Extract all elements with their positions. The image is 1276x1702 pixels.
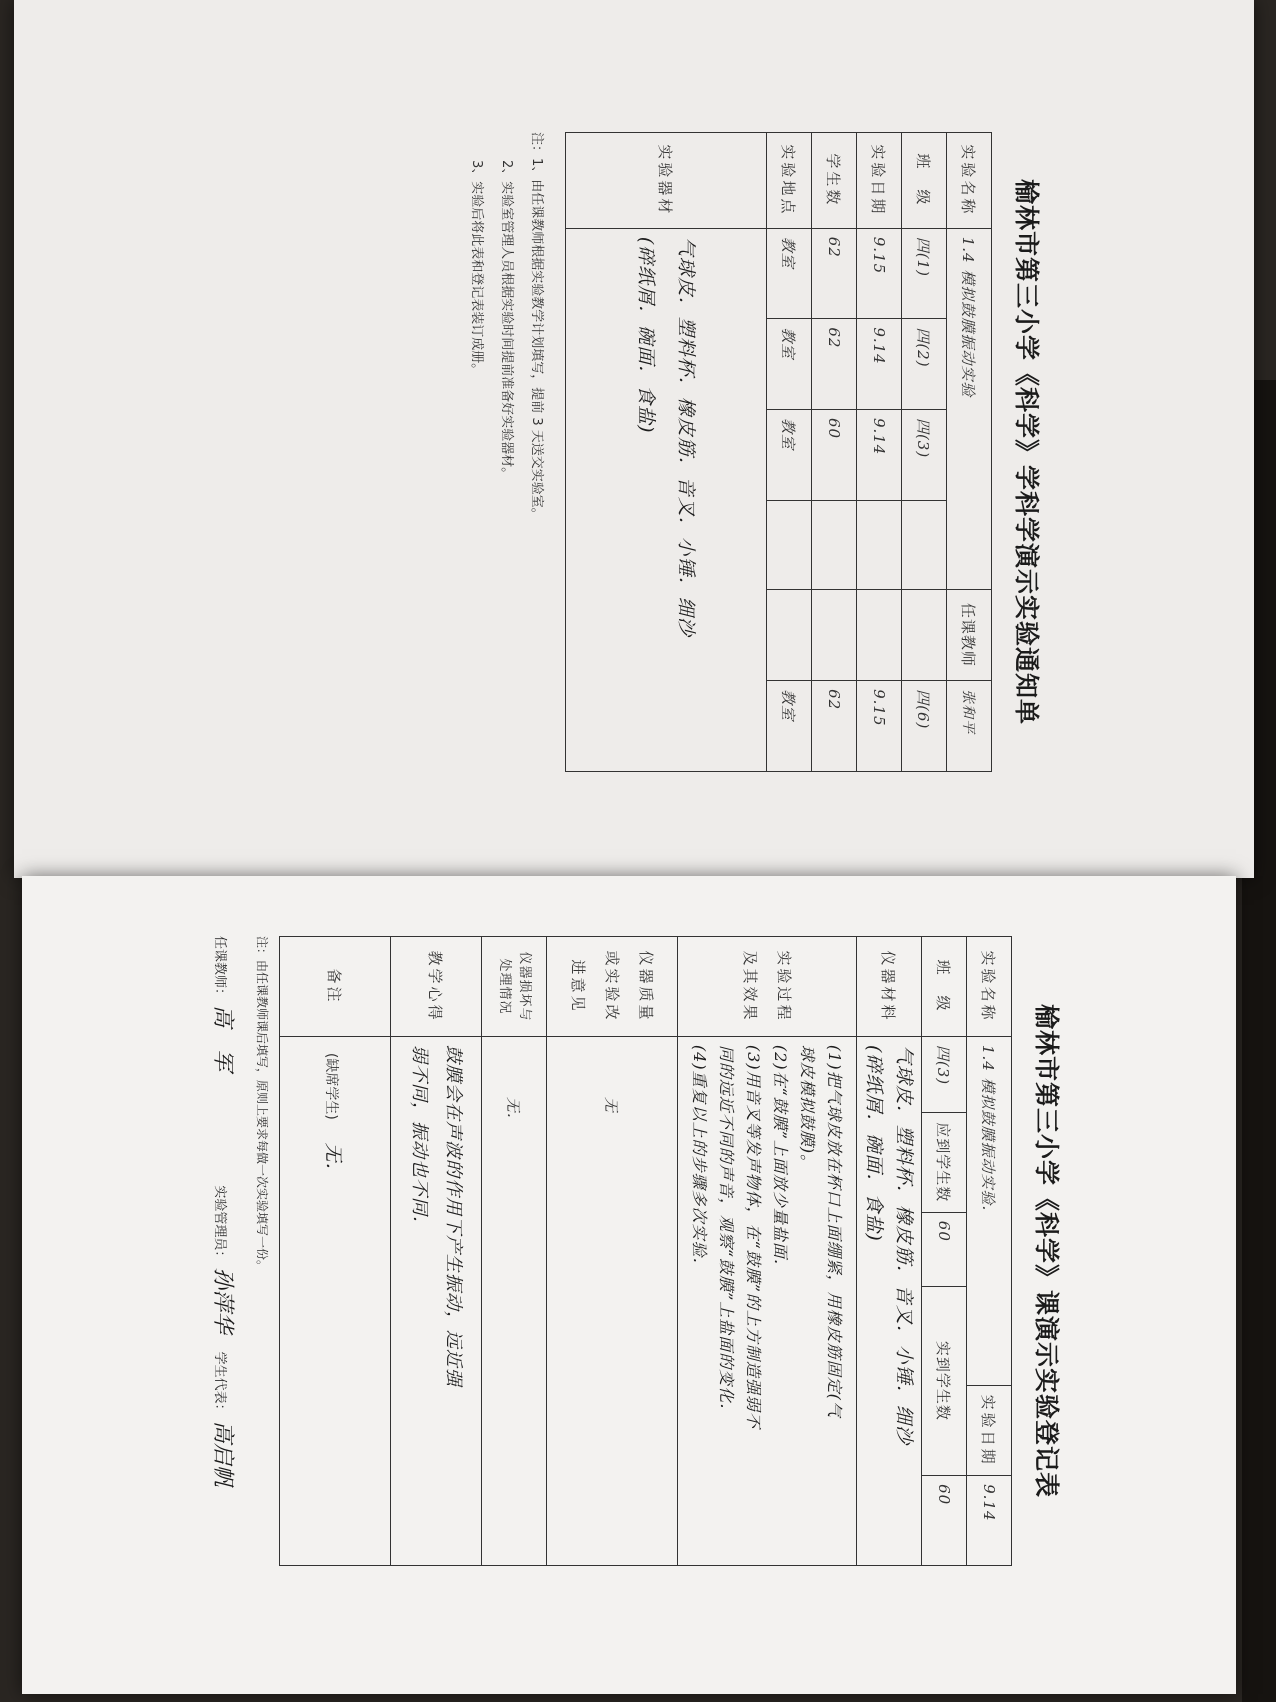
class-cell: 四(3) — [902, 409, 947, 500]
materials-line-1: 气球皮．塑料杯．橡皮筋．音叉．小锤．细沙 — [893, 1044, 915, 1445]
remarks-cell — [280, 1036, 391, 1565]
absent-value: 无． — [322, 1142, 345, 1183]
record-sheet — [22, 876, 1236, 1694]
teacher-name: 张和平 — [947, 681, 992, 772]
label-name: 实验名称 — [947, 133, 992, 229]
record-table — [279, 936, 1012, 1566]
materials-line-2: (碎纸屑．碗面．食盐) — [863, 1044, 885, 1242]
date-cell — [857, 589, 902, 681]
admin-label: 实验管理员： — [212, 1185, 227, 1264]
class-value: 四(3) — [922, 1036, 967, 1112]
students-cell — [812, 500, 857, 589]
actual-value: 60 — [922, 1476, 967, 1566]
record-form — [209, 936, 1066, 1566]
experiment-name: 1.4 模拟鼓膜振动实验 — [947, 228, 992, 589]
place-cell — [767, 500, 812, 589]
record-footer-note: 注：由任课教师课后填写，原则上要求每做一次实验填写一份。 — [255, 936, 269, 1273]
label-class: 班 级 — [922, 937, 967, 1037]
notice-table — [565, 132, 992, 772]
damage-value: 无． — [482, 1036, 547, 1565]
label-date: 实验日期 — [967, 1386, 1012, 1476]
record-title: 榆林市第三小学《科学》课演示实验登记表 — [1032, 1003, 1061, 1498]
process-line: (2)在“鼓膜”上面放少量盐面． — [771, 1044, 790, 1276]
date-cell: 9.15 — [857, 681, 902, 772]
class-cell — [902, 589, 947, 681]
class-cell — [902, 500, 947, 589]
notice-title: 榆林市第三小学《科学》学科学演示实验通知单 — [1012, 178, 1041, 725]
teacher-label: 任课教师： — [212, 936, 227, 1002]
class-cell: 四(1) — [902, 228, 947, 319]
notice-form — [461, 132, 1046, 772]
label-insight: 教学心得 — [391, 937, 482, 1037]
signature-row — [209, 936, 240, 1566]
materials-cell — [566, 228, 767, 771]
insight-line-2: 弱不同，振动也不同． — [409, 1044, 430, 1235]
label-class: 班 级 — [902, 133, 947, 229]
date-cell — [857, 500, 902, 589]
label-quality: 仪器质量或实验改进意见 — [547, 937, 678, 1037]
label-damage: 仪器损坏与处理情况 — [482, 937, 547, 1037]
place-cell: 教室 — [767, 681, 812, 772]
students-cell: 62 — [812, 681, 857, 772]
quality-value: 无 — [547, 1036, 678, 1565]
process-cell — [678, 1036, 857, 1565]
date-cell: 9.14 — [857, 319, 902, 410]
process-line: 球皮模拟鼓膜)。 — [798, 1044, 817, 1172]
note-3: 3、实验后将此表和登记表装订成册。 — [469, 160, 484, 377]
expected-value: 60 — [922, 1212, 967, 1286]
label-date: 实验日期 — [857, 133, 902, 229]
students-cell: 62 — [812, 319, 857, 410]
process-line: (3)用音叉等发声物体，在“鼓膜”的上方制造强弱不 — [744, 1044, 763, 1429]
materials-line-1: 气球皮．塑料杯．橡皮筋．音叉．小锤．细沙 — [675, 236, 697, 637]
label-students: 学生数 — [812, 133, 857, 229]
place-cell: 教室 — [767, 409, 812, 500]
label-actual: 实到学生数 — [922, 1286, 967, 1476]
student-signature: 高启帆 — [210, 1420, 235, 1487]
students-cell: 62 — [812, 228, 857, 319]
process-line: 同的远近不同的声音，观察“鼓膜”上盐面的变化． — [717, 1044, 736, 1421]
notice-notes — [461, 132, 551, 772]
label-absent: (缺席学生) — [323, 1052, 340, 1120]
student-label: 学生代表： — [212, 1351, 227, 1417]
note-1: 注：1、由任课教师根据实验教学计划填写，提前 3 天送交实验室。 — [529, 132, 544, 521]
label-place: 实验地点 — [767, 133, 812, 229]
materials-cell — [857, 1036, 922, 1565]
insight-line-1: 鼓膜会在声波的作用下产生振动，远近强 — [443, 1044, 464, 1387]
materials-line-2: (碎纸屑．碗面．食盐) — [635, 236, 657, 434]
admin-signature: 孙萍华 — [210, 1267, 235, 1334]
date-value: 9.14 — [967, 1476, 1012, 1566]
process-line: (1)把气球皮放在杯口上面绷紧，用橡皮筋固定(气 — [825, 1044, 844, 1418]
note-2: 2、实验室管理人员根据实验时间提前准备好实验器材。 — [499, 160, 514, 481]
place-cell: 教室 — [767, 319, 812, 410]
date-cell: 9.14 — [857, 409, 902, 500]
label-expected: 应到学生数 — [922, 1112, 967, 1212]
students-cell — [812, 589, 857, 681]
process-line: (4)重复以上的步骤多次实验． — [690, 1044, 709, 1275]
label-teacher: 任课教师 — [947, 589, 992, 681]
label-materials: 实验器材 — [566, 133, 767, 229]
experiment-name: 1.4 模拟鼓膜振动实验. — [967, 1036, 1012, 1385]
label-remarks: 备注 — [280, 937, 391, 1037]
place-cell: 教室 — [767, 228, 812, 319]
label-process: 实验过程及其效果 — [678, 937, 857, 1037]
place-cell — [767, 589, 812, 681]
insight-cell — [391, 1036, 482, 1565]
students-cell: 60 — [812, 409, 857, 500]
label-name: 实验名称 — [967, 937, 1012, 1037]
date-cell: 9.15 — [857, 228, 902, 319]
label-materials: 仪器材料 — [857, 937, 922, 1037]
class-cell: 四(2) — [902, 319, 947, 410]
class-cell: 四(6) — [902, 681, 947, 772]
notice-sheet — [14, 0, 1254, 878]
teacher-signature: 高 军 — [210, 1005, 235, 1072]
